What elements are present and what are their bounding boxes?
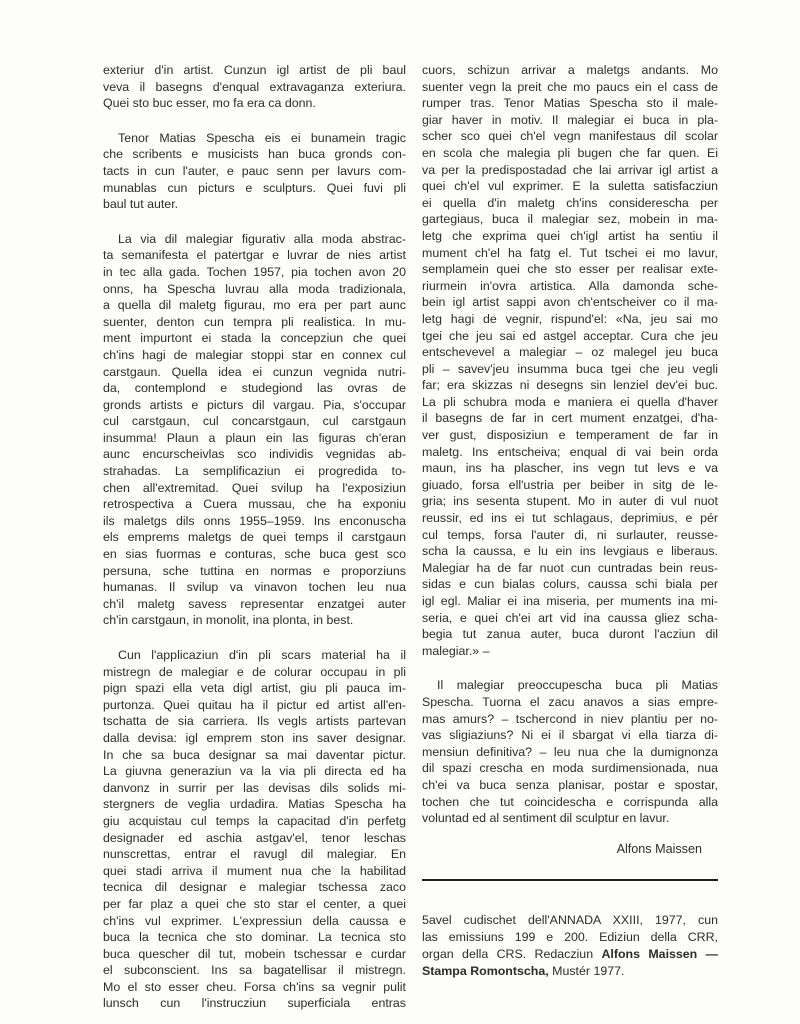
text-line: quei stadi arriva il mument nua che la habilitad — [103, 863, 406, 878]
text-line: igl egl. Maliar ei ina miseria, per muments ina mi- — [422, 594, 718, 608]
text-line: Malegiar ha de far nuot cun cuntradas bein reus- — [422, 560, 718, 575]
text-line: buca la tecnica che sto dominar. La tecnica sto — [103, 930, 406, 945]
text-line: pign spazi ella veta digl artist, giu pli pauca im- — [103, 681, 406, 696]
text-line: quei ch'el vul exprimer. E la suletta satisfacziun — [422, 179, 718, 194]
text-line: La giuvna generaziun va la via pli directa ed ha — [103, 764, 406, 779]
text-line: gronds artists e picturs dil vargau. Pia, s'occupar — [103, 397, 406, 412]
text-line: a quella dil maletg figurau, mo era per part aunc — [103, 298, 406, 313]
text-line: ch'ins hagi de malegiar stoppi star en connex cul — [103, 347, 406, 362]
text-line: tochen che tut coincidescha e corrispunda alla — [422, 794, 718, 809]
text-line: els emprems maletgs de quei temps il carstgaun — [103, 530, 406, 545]
text-line: carstgaun. Quella idea ei cunzun vegnida nutri- — [103, 364, 406, 379]
paragraph — [422, 62, 718, 659]
text-line: strahadas. La semplificaziun ei progredida to- — [103, 464, 406, 479]
text-line: sidas e cun bialas colurs, caussa schi biala per — [422, 577, 718, 592]
text-line: ch'ei va buca senza planisar, postar e spostar, — [422, 777, 718, 792]
text-line: purtonza. Quei quitau ha il pictur ed artist all'en- — [103, 697, 406, 712]
text-line: dalla devisa: igl emprem ston ins saver designar. — [103, 730, 406, 745]
text-line: designader ed aschia astgav'el, tenor leschas — [103, 830, 406, 845]
text-line: baul tut auter. — [103, 197, 179, 212]
footer-line — [422, 912, 718, 929]
text-line: gria; ins sesenta stupent. Mo in auter di vul nuot — [422, 494, 718, 509]
text-line: ta semanifesta el patertgar e luvrar de nies artist — [103, 248, 406, 263]
left-text-column — [103, 62, 406, 1012]
text-line: ment impurtont ei stada la concepziun che quei — [103, 331, 406, 346]
text-line: giu acquistau cul temps la capacitad d'in perfetg — [103, 813, 406, 828]
text-line: en sias fuormas e conturas, sche buca gest sco — [103, 547, 406, 562]
text-line: ei quella d'in maletg ch'ins considerescha per — [422, 195, 718, 210]
footer-line — [422, 929, 718, 946]
text-line: nunscrettas, entrar el ravugl dil malegiar. En — [103, 847, 406, 862]
text-line: mument ch'el ha fatg el. Tut tschei ei mo lavur, — [422, 245, 718, 260]
text-line: cul carstgaun, cul concarstgaun, cul carstgaun — [103, 414, 406, 429]
text-line: giar haver in motiv. Il malegiar ei buca in pla- — [422, 112, 718, 127]
text-line: La via dil malegiar figurativ alla moda abstrac- — [118, 231, 406, 246]
text-line: lunsch cun l'instrucziun superficiala entras — [103, 996, 406, 1011]
text-line: giuado, forsa ell'ustria per beiber in sitg de le- — [422, 477, 718, 492]
text-line: scher sco quei ch'el vegn manifestaus dil scolar — [422, 129, 718, 144]
footer-bold-text: Alfons Maissen — — [601, 946, 718, 961]
right-text-column — [422, 62, 718, 980]
text-line: persuna, sche tuttina en normas e proporziuns — [103, 563, 406, 578]
text-line: per far plaz a quei che sto star el center, a quei — [103, 896, 406, 911]
text-line: exteriur d'in artist. Cunzun igl artist de pli baul — [103, 63, 406, 77]
text-line: Mo el sto esser cheu. Forsa ch'ins sa vegnir pulit — [103, 979, 406, 994]
text-line: chen all'extremitad. Quei svilup ha l'exposiziun — [103, 480, 406, 495]
text-line: seria, e quei ch'ei art vid ina caussa gliez scha- — [422, 610, 718, 625]
text-line: voluntad ed al sentiment dil sculptur en lavur. — [422, 811, 670, 826]
text-line: il basegns de far in cert mument enzatgei, d'ha- — [422, 411, 718, 426]
footer-text: 5avel cudischet dell'ANNADA XXIII, 1977, cun — [422, 913, 718, 928]
text-line: humanas. Il svilup va vinavon tochen leu nua — [103, 580, 406, 595]
text-line: aunc encurscheivlas sco individis vegnidas ab- — [103, 447, 406, 462]
footer-text: las emissiuns 199 e 200. Ediziun della CRR, — [422, 930, 718, 945]
author-signature: Alfons Maissen — [616, 841, 702, 856]
text-line: buca quescher dil tut, mobein tschessar e curdar — [103, 946, 406, 961]
text-line: Tenor Matias Spescha eis ei bunamein tragic — [118, 130, 406, 145]
text-line: che scribents e musicists han buca gronds con- — [103, 147, 406, 162]
text-line: malegiar.» – — [422, 643, 490, 658]
text-line: pli – savev'jeu insumma buca tgei che jeu vegli — [422, 361, 718, 376]
text-line: gartegiaus, buca il malegiar sez, mobein in ma- — [422, 212, 718, 227]
text-line: in tec alla gada. Tochen 1957, pia tochen avon 20 — [103, 264, 406, 279]
text-line: suenter, denton cun tempra pli realistica. In mu- — [103, 314, 406, 329]
text-line: La pli schubra moda e maniera ei quella d'haver — [422, 394, 718, 409]
text-line: danvonz in surrir per las devisas dils solids mi- — [103, 780, 406, 795]
text-line: bein igl artist sappi avon ch'entscheiver co il ma- — [422, 295, 718, 310]
text-line: ch'ins vul exprimer. L'expressiun della caussa e — [103, 913, 406, 928]
text-line: ils maletgs dils onns 1955–1959. Ins enconuscha — [103, 513, 406, 528]
text-line: mistregn de malegiar e de colurar occupau in pli — [103, 664, 406, 679]
divider-rule — [422, 879, 718, 881]
text-line: tecnica dil designar e malegiar tschessa zaco — [103, 880, 406, 895]
footer-text: Mustér 1977. — [548, 963, 625, 978]
text-line: entschevevel a malegiar – oz malegel jeu buca — [422, 345, 718, 360]
text-line: Cun l'applicaziun d'in pli scars material ha il — [118, 648, 406, 662]
paragraph — [103, 62, 406, 112]
text-line: suenter vegn la preit che mo paucs ein el cass de — [422, 79, 718, 94]
paragraph — [103, 130, 406, 213]
text-line: rumper tras. Tenor Matias Spescha sto il male- — [422, 96, 718, 111]
text-line: retrospectiva a Cuera mussau, che ha exponiu — [103, 497, 406, 512]
text-line: tschatta de sia carriera. Ils vegls artists partevan — [103, 714, 406, 729]
text-line: stergners de veglia urdadira. Matias Spescha ha — [103, 797, 406, 812]
text-line: scha la caussa, e lu ein ins levgiaus e liberaus. — [422, 544, 718, 559]
text-line: va per la predispostadad che lai arrivar igl artist a — [422, 162, 718, 177]
text-line: tacts in cun l'auter, e pauc senn per lavurs com- — [103, 163, 406, 178]
text-line: ch'in carstgaun, in monolit, ina plonta, in best. — [103, 613, 354, 628]
text-line: el subconscient. Ins sa bagatellisar il mistregn. — [103, 963, 406, 978]
text-line: far; era skizzas ni desegns sin lenziel dev'ei buc. — [422, 378, 718, 393]
paragraph — [103, 231, 406, 629]
footer-bold-text: Stampa Romontscha, — [422, 963, 549, 978]
text-line: tgei che jeu sai ed astgel acceptar. Cura che jeu — [422, 328, 718, 343]
text-line: insumma! Plaun a plaun ein las figuras ch'eran — [103, 430, 406, 445]
text-line: letg che exprima quei ch'igl artist ha sentiu il — [422, 228, 718, 243]
footer-line — [422, 946, 718, 963]
text-line: mensiun definitiva? – leu nua che la dumignonza — [422, 744, 718, 759]
text-line: vas sligiaziuns? Ni ei il sbargat vi ella tiarza di- — [422, 728, 718, 743]
text-line: Spescha. Tuorna el zacu anavos a sias empre- — [422, 694, 718, 709]
text-line: munablas cun picturs e sculpturs. Quei fuvi pli — [103, 180, 406, 195]
colophon-footer — [422, 912, 718, 979]
text-line: semplamein quei che sto esser per realisar exte- — [422, 262, 718, 277]
text-line: cul temps, forsa l'auter di, ni surlauter, reusse- — [422, 527, 718, 542]
text-line: riurmein in'ovra artistica. Alla damonda sche- — [422, 278, 718, 293]
text-line: Quei sto buc esser, mo fa era ca donn. — [103, 96, 316, 111]
footer-line — [422, 963, 718, 980]
text-line: onns, ha Spescha luvrau alla moda tradizionala, — [103, 281, 406, 296]
text-line: reussir, ed ins ei tut schlagaus, deprimius, e pér — [422, 511, 718, 526]
text-line: da, contemplond e studegiond las ovras de — [103, 381, 406, 396]
text-line: letg hagi de vegnir, rispund'el: «Na, jeu sai mo — [422, 311, 718, 326]
text-line: ver gust, disposiziun e temperament de far in — [422, 428, 718, 443]
text-line: ch'il maletg savess representar enzatgei auter — [103, 596, 406, 611]
right-column-paragraphs — [422, 62, 718, 827]
text-line: mas amurs? – tschercond in niev plantiu per no- — [422, 711, 718, 726]
text-line: dil spazi crescha en moda surdimensionada, nua — [422, 761, 718, 776]
text-line: maun, ins ha plascher, ins vegn tut levs e va — [422, 461, 718, 476]
footer-text: organ della CRS. Redacziun — [422, 946, 602, 961]
text-line: begia tut zanua auter, buca duront l'acziun dil — [422, 627, 718, 642]
paragraph — [103, 647, 406, 1012]
text-line: en scola che malegia pli bugen che far quen. Ei — [422, 145, 718, 160]
text-line: maletg. Ins entscheiva; enqual di vai bein orda — [422, 444, 718, 459]
paragraph — [422, 677, 718, 826]
text-line: veva il basegns d'enqual extravaganza exteriura. — [103, 79, 406, 94]
text-line: In che sa buca designar sa mai daventar pictur. — [103, 747, 406, 762]
text-line: cuors, schizun arrivar a maletgs andants. Mo — [422, 63, 718, 77]
text-line: Il malegiar preoccupescha buca pli Matias — [437, 678, 718, 693]
